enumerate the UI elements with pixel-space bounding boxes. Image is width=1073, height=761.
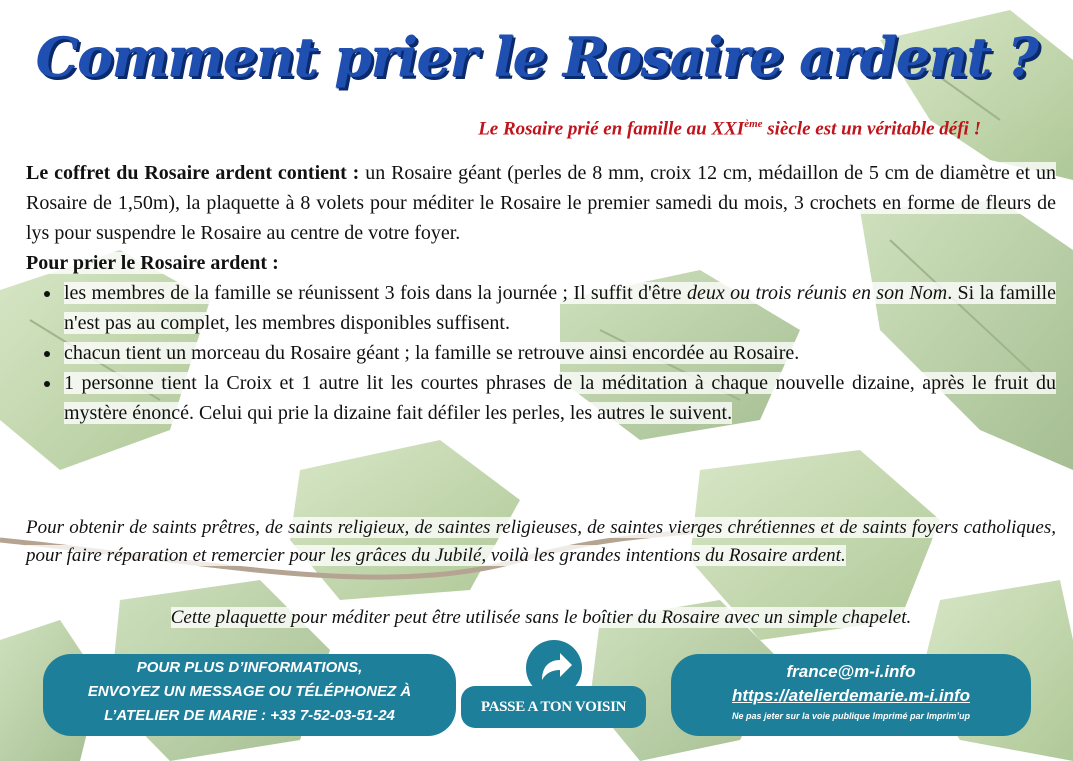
bullet3-text: 1 personne tient la Croix et 1 autre lit les courtes phrases de la méditation à chaque nouvelle dizaine, après le fruit du mystère énoncé. Celui qui prie la dizaine fait défiler les perles, les autres le suivent. bbox=[64, 372, 1056, 424]
bullet1-text-b: . Si la famille n'est pas au complet, les membres disponibles suffisent. bbox=[64, 282, 1056, 334]
coffret-paragraph bbox=[26, 158, 1056, 248]
pour-prier-heading-text: Pour prier le Rosaire ardent : bbox=[26, 252, 279, 274]
info-box bbox=[43, 654, 456, 736]
info-line-1: POUR PLUS D’INFORMATIONS, bbox=[136, 659, 363, 676]
main-body bbox=[26, 158, 1056, 428]
website-link[interactable]: https://atelierdemarie.m-i.info bbox=[731, 686, 971, 705]
contact-box bbox=[671, 654, 1031, 736]
subtitle-after: siècle est un véritable défi ! bbox=[762, 118, 981, 140]
subtitle-superscript: ème bbox=[744, 118, 763, 130]
coffret-label: Le coffret du Rosaire ardent contient : bbox=[26, 162, 360, 184]
bullet2-text: chacun tient un morceau du Rosaire géant ; la famille se retrouve ainsi encordée au Rosaire. bbox=[64, 342, 800, 364]
list-item bbox=[62, 278, 1056, 338]
subtitle bbox=[478, 118, 981, 140]
intentions-paragraph bbox=[26, 514, 1056, 570]
email-link[interactable]: france@m-i.info bbox=[786, 662, 916, 681]
steps-list bbox=[26, 278, 1056, 428]
coffret-text: un Rosaire géant (perles de 8 mm, croix 12 cm, médaillon de 5 cm de diamètre et un Rosaire de 1,50m), la plaquette à 8 volets pour méditer le Rosaire le premier samedi du mois, 3 crochets en forme de fleurs de lys pour suspendre le Rosaire au centre de votre foyer. bbox=[26, 162, 1056, 244]
note-text: Cette plaquette pour méditer peut être utilisée sans le boîtier du Rosaire avec un simple chapelet. bbox=[170, 607, 912, 628]
bullet1-italic: deux ou trois réunis en son Nom bbox=[687, 282, 948, 304]
note-paragraph bbox=[26, 604, 1056, 632]
info-line-3: L’ATELIER DE MARIE : +33 7-52-03-51-24 bbox=[104, 707, 395, 724]
list-item bbox=[62, 368, 1056, 428]
print-footer: Ne pas jeter sur la voie publique Imprimé par Imprim’up bbox=[731, 711, 971, 721]
bullet1-text-a: les membres de la famille se réunissent 3 fois dans la journée ; Il suffit d'être bbox=[64, 282, 687, 304]
share-button[interactable]: PASSE A TON VOISIN bbox=[461, 686, 646, 728]
subtitle-before: Le Rosaire prié en famille au XXI bbox=[478, 118, 745, 140]
info-line-2: ENVOYEZ UN MESSAGE OU TÉLÉPHONEZ À bbox=[87, 683, 412, 700]
list-item bbox=[62, 338, 1056, 368]
page-title: Comment prier le Rosaire ardent ? bbox=[35, 25, 1038, 89]
pour-prier-heading bbox=[26, 248, 1056, 278]
intentions-text: Pour obtenir de saints prêtres, de saints religieux, de saintes religieuses, de saintes vierges chrétiennes et de saints foyers catholiques, pour faire réparation et remercier pour les grâces du Jubilé, voilà les grandes intentions du Rosaire ardent. bbox=[26, 517, 1056, 566]
